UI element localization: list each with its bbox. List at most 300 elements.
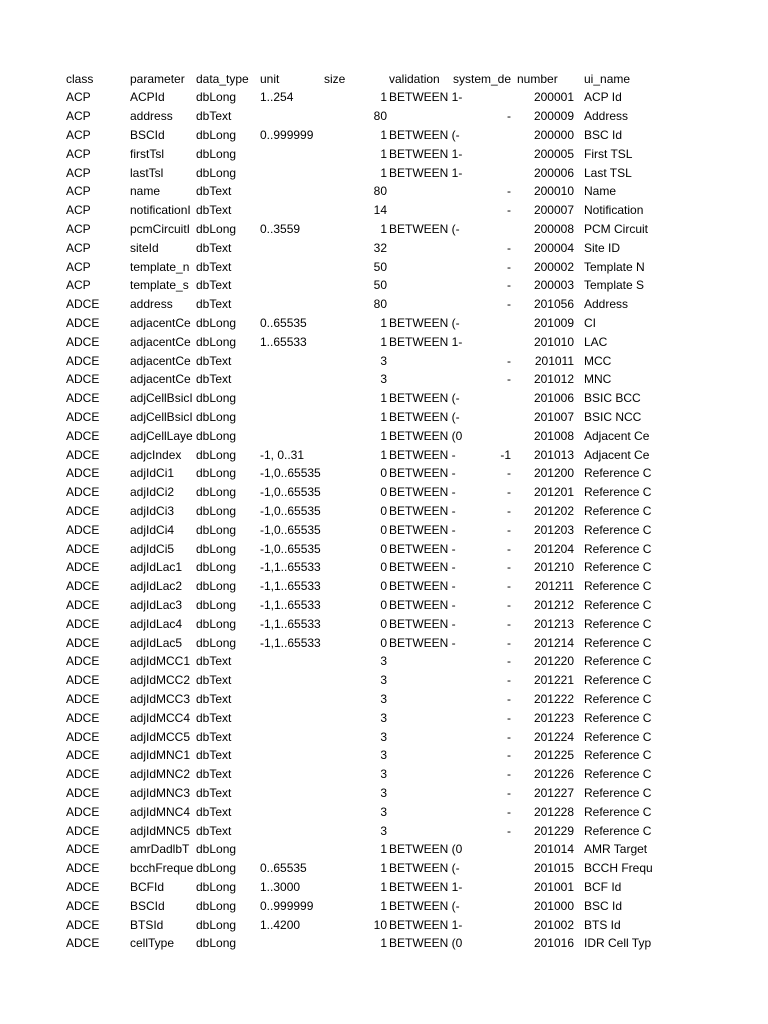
cell-data-type: dbText xyxy=(196,785,232,800)
cell-data-type: dbText xyxy=(196,353,232,368)
table-row xyxy=(0,464,768,483)
cell-class: ADCE xyxy=(66,767,100,782)
cell-class: ADCE xyxy=(66,936,100,951)
table-row xyxy=(0,427,768,446)
cell-number: 201001 xyxy=(533,879,574,894)
cell-parameter: BSCId xyxy=(130,898,165,913)
table-row xyxy=(0,389,768,408)
cell-parameter: adjIdLac1 xyxy=(130,560,183,575)
cell-parameter: adjIdMCC1 xyxy=(130,654,191,669)
cell-system-default: - xyxy=(507,560,511,575)
cell-size: 0 xyxy=(380,485,387,500)
cell-validation: BETWEEN (0 xyxy=(389,428,463,443)
cell-validation xyxy=(389,822,453,841)
cell-ui-name: Address xyxy=(584,297,629,312)
cell-unit xyxy=(260,671,324,690)
cell-unit: -1,0..65535 xyxy=(260,466,321,481)
cell-class: ADCE xyxy=(66,597,100,612)
cell-number: 201203 xyxy=(533,522,574,537)
cell-validation xyxy=(389,276,453,295)
cell-parameter: amrDadlbT xyxy=(130,842,190,857)
cell-data-type: dbText xyxy=(196,729,232,744)
cell-number: 201227 xyxy=(533,785,574,800)
cell-validation xyxy=(389,709,453,728)
cell-parameter: adjCellBsicI xyxy=(130,409,193,424)
cell-class: ACP xyxy=(66,109,91,124)
cell-data-type: dbLong xyxy=(196,842,237,857)
cell-class: ACP xyxy=(66,184,91,199)
cell-number: 201213 xyxy=(533,616,574,631)
table-row xyxy=(0,728,768,747)
table-row xyxy=(0,878,768,897)
cell-system-default xyxy=(453,88,517,107)
cell-validation: BETWEEN - xyxy=(389,485,456,500)
cell-data-type: dbLong xyxy=(196,127,237,142)
cell-ui-name: Reference C xyxy=(584,767,652,782)
cell-system-default: - xyxy=(507,654,511,669)
cell-number: 200010 xyxy=(533,184,574,199)
cell-unit: -1,0..65535 xyxy=(260,522,321,537)
cell-parameter: adjIdCi5 xyxy=(130,541,175,556)
cell-class: ADCE xyxy=(66,710,100,725)
cell-class: ADCE xyxy=(66,804,100,819)
table-row xyxy=(0,897,768,916)
cell-system-default: - xyxy=(507,466,511,481)
cell-size: 3 xyxy=(380,710,387,725)
cell-ui-name: Reference C xyxy=(584,691,652,706)
cell-size: 1 xyxy=(380,447,387,462)
header-data-type: data_type xyxy=(196,71,249,86)
cell-validation xyxy=(389,352,453,371)
cell-number: 201214 xyxy=(533,635,574,650)
cell-parameter: siteId xyxy=(130,240,159,255)
cell-size: 1 xyxy=(380,165,387,180)
header-ui-name: ui_name xyxy=(584,71,631,86)
cell-parameter: template_s xyxy=(130,278,189,293)
table-row xyxy=(0,671,768,690)
cell-data-type: dbLong xyxy=(196,221,237,236)
cell-unit xyxy=(260,389,324,408)
cell-unit xyxy=(260,182,324,201)
cell-size: 3 xyxy=(380,785,387,800)
cell-size: 1 xyxy=(380,90,387,105)
table-row xyxy=(0,822,768,841)
cell-unit xyxy=(260,107,324,126)
cell-system-default xyxy=(453,164,517,183)
cell-ui-name: Reference C xyxy=(584,823,652,838)
cell-class: ADCE xyxy=(66,691,100,706)
cell-validation: BETWEEN (- xyxy=(389,127,460,142)
cell-parameter: pcmCircuitI xyxy=(130,221,191,236)
cell-size: 0 xyxy=(380,635,387,650)
cell-number: 201211 xyxy=(534,579,574,594)
cell-parameter: adjIdMCC5 xyxy=(130,729,191,744)
cell-system-default: - xyxy=(507,372,511,387)
header-row xyxy=(0,70,768,89)
cell-unit xyxy=(260,427,324,446)
cell-number: 200008 xyxy=(533,221,574,236)
cell-class: ADCE xyxy=(66,334,100,349)
cell-unit xyxy=(260,164,324,183)
cell-ui-name: IDR Cell Typ xyxy=(584,936,652,951)
cell-size: 3 xyxy=(380,767,387,782)
cell-number: 200002 xyxy=(533,259,574,274)
cell-validation: BETWEEN 1- xyxy=(389,334,463,349)
cell-unit: -1,1..65533 xyxy=(260,597,321,612)
cell-ui-name: MNC xyxy=(584,372,612,387)
cell-data-type: dbText xyxy=(196,203,232,218)
cell-size: 1 xyxy=(380,409,387,424)
cell-size: 1 xyxy=(380,861,387,876)
cell-size: 0 xyxy=(380,522,387,537)
cell-validation: BETWEEN (- xyxy=(389,221,460,236)
cell-size: 1 xyxy=(380,391,387,406)
cell-class: ACP xyxy=(66,259,91,274)
cell-number: 201016 xyxy=(533,936,574,951)
cell-parameter: adjIdLac3 xyxy=(130,597,183,612)
cell-number: 201056 xyxy=(533,297,574,312)
cell-size: 0 xyxy=(380,503,387,518)
cell-ui-name: AMR Target xyxy=(584,842,648,857)
cell-system-default: - xyxy=(507,579,511,594)
cell-data-type: dbLong xyxy=(196,522,237,537)
cell-size: 0 xyxy=(380,579,387,594)
cell-class: ADCE xyxy=(66,541,100,556)
cell-parameter: ACPId xyxy=(130,90,165,105)
cell-parameter: adjIdMCC3 xyxy=(130,691,191,706)
cell-validation: BETWEEN 1- xyxy=(389,165,463,180)
cell-ui-name: ACP Id xyxy=(584,90,622,105)
cell-ui-name: Reference C xyxy=(584,503,652,518)
cell-unit xyxy=(260,652,324,671)
cell-ui-name: Reference C xyxy=(584,522,652,537)
cell-ui-name: Reference C xyxy=(584,541,652,556)
cell-system-default xyxy=(453,427,517,446)
cell-data-type: dbText xyxy=(196,673,232,688)
cell-parameter: adjIdCi3 xyxy=(130,503,175,518)
cell-parameter: adjIdLac5 xyxy=(130,635,183,650)
cell-class: ADCE xyxy=(66,785,100,800)
cell-unit xyxy=(260,803,324,822)
cell-class: ADCE xyxy=(66,823,100,838)
cell-data-type: dbLong xyxy=(196,409,237,424)
cell-parameter: adjIdMNC1 xyxy=(130,748,191,763)
cell-size: 3 xyxy=(380,729,387,744)
cell-size: 3 xyxy=(380,654,387,669)
cell-number: 201204 xyxy=(533,541,574,556)
cell-ui-name: BSIC BCC xyxy=(584,391,641,406)
cell-ui-name: MCC xyxy=(584,353,612,368)
cell-validation: BETWEEN (- xyxy=(389,861,460,876)
cell-size: 1 xyxy=(380,127,387,142)
cell-ui-name: BSIC NCC xyxy=(584,409,642,424)
cell-unit: 1..65533 xyxy=(260,334,307,349)
cell-data-type: dbLong xyxy=(196,165,237,180)
cell-ui-name: Adjacent Ce xyxy=(584,447,650,462)
cell-ui-name: Reference C xyxy=(584,748,652,763)
cell-validation: BETWEEN 1- xyxy=(389,879,463,894)
header-unit: unit xyxy=(260,71,280,86)
cell-number: 200005 xyxy=(533,146,574,161)
cell-parameter: cellType xyxy=(130,936,175,951)
cell-ui-name: Last TSL xyxy=(584,165,632,180)
cell-size: 32 xyxy=(373,240,387,255)
cell-data-type: dbLong xyxy=(196,466,237,481)
header-validation: validation xyxy=(389,71,440,86)
cell-class: ACP xyxy=(66,165,91,180)
cell-unit xyxy=(260,746,324,765)
table-row xyxy=(0,803,768,822)
cell-unit xyxy=(260,370,324,389)
cell-ui-name: First TSL xyxy=(584,146,633,161)
cell-number: 201014 xyxy=(533,842,574,857)
cell-validation: BETWEEN - xyxy=(389,616,456,631)
table-row xyxy=(0,239,768,258)
cell-validation: BETWEEN (- xyxy=(389,315,460,330)
cell-parameter: adjIdCi1 xyxy=(130,466,175,481)
table-row xyxy=(0,126,768,145)
cell-data-type: dbText xyxy=(196,184,232,199)
cell-unit: -1,1..65533 xyxy=(260,616,321,631)
cell-validation: BETWEEN (- xyxy=(389,391,460,406)
cell-parameter: adjacentCe xyxy=(130,315,191,330)
cell-data-type: dbLong xyxy=(196,90,237,105)
cell-system-default: - xyxy=(507,785,511,800)
table-row xyxy=(0,314,768,333)
cell-parameter: adjIdMNC3 xyxy=(130,785,191,800)
cell-class: ADCE xyxy=(66,729,100,744)
cell-number: 201000 xyxy=(533,898,574,913)
cell-unit xyxy=(260,690,324,709)
table-row xyxy=(0,446,768,465)
cell-ui-name: Address xyxy=(584,109,629,124)
cell-data-type: dbLong xyxy=(196,428,237,443)
cell-unit: -1,0..65535 xyxy=(260,541,321,556)
cell-class: ADCE xyxy=(66,654,100,669)
cell-validation: BETWEEN 1- xyxy=(389,146,463,161)
table-row xyxy=(0,88,768,107)
cell-size: 3 xyxy=(380,804,387,819)
cell-data-type: dbLong xyxy=(196,485,237,500)
cell-validation: BETWEEN - xyxy=(389,579,456,594)
cell-size: 3 xyxy=(380,823,387,838)
table-row xyxy=(0,276,768,295)
cell-parameter: address xyxy=(130,297,173,312)
cell-unit: 0..65535 xyxy=(260,861,307,876)
cell-size: 10 xyxy=(373,917,387,932)
table-row xyxy=(0,577,768,596)
cell-number: 201201 xyxy=(533,485,574,500)
cell-system-default xyxy=(453,145,517,164)
cell-number: 200000 xyxy=(533,127,574,142)
cell-validation xyxy=(389,671,453,690)
cell-ui-name: Reference C xyxy=(584,673,652,688)
header-parameter: parameter xyxy=(130,71,185,86)
cell-system-default xyxy=(453,897,517,916)
table-row xyxy=(0,370,768,389)
cell-validation xyxy=(389,295,453,314)
cell-number: 200006 xyxy=(533,165,574,180)
cell-validation xyxy=(389,765,453,784)
cell-class: ADCE xyxy=(66,579,100,594)
cell-data-type: dbLong xyxy=(196,315,237,330)
table-row xyxy=(0,220,768,239)
cell-data-type: dbText xyxy=(196,278,232,293)
cell-data-type: dbLong xyxy=(196,447,237,462)
cell-unit xyxy=(260,728,324,747)
cell-system-default: - xyxy=(507,522,511,537)
cell-data-type: dbLong xyxy=(196,917,237,932)
cell-validation xyxy=(389,728,453,747)
cell-size: 1 xyxy=(380,146,387,161)
cell-class: ADCE xyxy=(66,485,100,500)
cell-unit xyxy=(260,840,324,859)
cell-number: 200007 xyxy=(533,203,574,218)
cell-size: 1 xyxy=(380,221,387,236)
cell-system-default: - xyxy=(507,823,511,838)
cell-size: 0 xyxy=(380,541,387,556)
cell-validation: BETWEEN (0 xyxy=(389,936,463,951)
cell-validation xyxy=(389,107,453,126)
cell-data-type: dbLong xyxy=(196,146,237,161)
cell-class: ADCE xyxy=(66,353,100,368)
cell-system-default xyxy=(453,314,517,333)
cell-system-default: - xyxy=(507,278,511,293)
cell-parameter: adjacentCe xyxy=(130,334,191,349)
cell-number: 201013 xyxy=(533,447,574,462)
table-row xyxy=(0,634,768,653)
cell-parameter: BTSId xyxy=(130,917,164,932)
cell-number: 201210 xyxy=(533,560,574,575)
table-row xyxy=(0,652,768,671)
cell-system-default: - xyxy=(507,804,511,819)
cell-validation xyxy=(389,201,453,220)
cell-number: 201200 xyxy=(533,466,574,481)
cell-number: 201007 xyxy=(533,409,574,424)
cell-class: ADCE xyxy=(66,748,100,763)
cell-unit xyxy=(260,276,324,295)
cell-ui-name: Reference C xyxy=(584,485,652,500)
cell-parameter: adjIdMNC5 xyxy=(130,823,191,838)
cell-number: 201002 xyxy=(533,917,574,932)
header-system-default: system_de xyxy=(453,71,512,86)
cell-unit xyxy=(260,934,324,953)
cell-unit xyxy=(260,295,324,314)
table-row xyxy=(0,182,768,201)
cell-system-default xyxy=(453,220,517,239)
cell-ui-name: BSC Id xyxy=(584,898,623,913)
cell-parameter: adjIdMNC4 xyxy=(130,804,191,819)
cell-system-default: - xyxy=(507,503,511,518)
table-row xyxy=(0,164,768,183)
cell-class: ADCE xyxy=(66,635,100,650)
cell-ui-name: Reference C xyxy=(584,654,652,669)
cell-size: 3 xyxy=(380,673,387,688)
cell-class: ADCE xyxy=(66,879,100,894)
header-class: class xyxy=(66,71,94,86)
cell-parameter: BCFId xyxy=(130,879,165,894)
cell-system-default: - xyxy=(507,485,511,500)
cell-number: 201012 xyxy=(533,372,574,387)
cell-ui-name: Reference C xyxy=(584,560,652,575)
cell-system-default: - xyxy=(507,635,511,650)
cell-system-default: - xyxy=(507,616,511,631)
cell-number: 200009 xyxy=(533,109,574,124)
cell-class: ADCE xyxy=(66,560,100,575)
cell-data-type: dbLong xyxy=(196,616,237,631)
table-row xyxy=(0,333,768,352)
cell-ui-name: Notification xyxy=(584,203,644,218)
cell-class: ACP xyxy=(66,146,91,161)
cell-data-type: dbText xyxy=(196,691,232,706)
cell-parameter: adjcIndex xyxy=(130,447,182,462)
cell-class: ADCE xyxy=(66,391,100,406)
cell-system-default: - xyxy=(507,259,511,274)
table-row xyxy=(0,934,768,953)
table-row xyxy=(0,596,768,615)
cell-system-default: - xyxy=(507,203,511,218)
table-row xyxy=(0,784,768,803)
cell-parameter: adjCellBsicI xyxy=(130,391,193,406)
cell-number: 201224 xyxy=(533,729,574,744)
cell-system-default: - xyxy=(507,691,511,706)
cell-system-default xyxy=(453,333,517,352)
cell-system-default xyxy=(453,916,517,935)
table-row xyxy=(0,502,768,521)
cell-data-type: dbLong xyxy=(196,579,237,594)
table-row xyxy=(0,558,768,577)
table-row xyxy=(0,916,768,935)
cell-size: 3 xyxy=(380,748,387,763)
cell-system-default: - xyxy=(507,353,511,368)
table-row xyxy=(0,295,768,314)
cell-data-type: dbLong xyxy=(196,503,237,518)
cell-class: ADCE xyxy=(66,673,100,688)
cell-size: 80 xyxy=(373,297,387,312)
cell-parameter: adjIdCi2 xyxy=(130,485,175,500)
cell-system-default xyxy=(453,126,517,145)
table-row xyxy=(0,765,768,784)
cell-number: 201223 xyxy=(533,710,574,725)
cell-system-default: - xyxy=(507,184,511,199)
cell-number: 201011 xyxy=(534,353,574,368)
cell-ui-name: Reference C xyxy=(584,616,652,631)
cell-data-type: dbText xyxy=(196,259,232,274)
cell-system-default: - xyxy=(507,748,511,763)
cell-class: ADCE xyxy=(66,447,100,462)
cell-number: 201229 xyxy=(533,823,574,838)
cell-system-default: -1 xyxy=(500,447,511,462)
cell-parameter: adjIdMNC2 xyxy=(130,767,191,782)
cell-unit xyxy=(260,145,324,164)
cell-unit: -1,0..65535 xyxy=(260,485,321,500)
cell-ui-name: BSC Id xyxy=(584,127,623,142)
cell-unit xyxy=(260,765,324,784)
cell-system-default xyxy=(453,389,517,408)
cell-class: ADCE xyxy=(66,503,100,518)
cell-system-default: - xyxy=(507,710,511,725)
cell-validation: BETWEEN - xyxy=(389,503,456,518)
cell-number: 201006 xyxy=(533,391,574,406)
cell-validation: BETWEEN (0 xyxy=(389,842,463,857)
cell-number: 201202 xyxy=(533,503,574,518)
cell-parameter: name xyxy=(130,184,161,199)
table-row xyxy=(0,709,768,728)
cell-validation: BETWEEN - xyxy=(389,541,456,556)
table-row xyxy=(0,107,768,126)
cell-unit: 0..65535 xyxy=(260,315,307,330)
cell-parameter: adjIdMCC2 xyxy=(130,673,191,688)
